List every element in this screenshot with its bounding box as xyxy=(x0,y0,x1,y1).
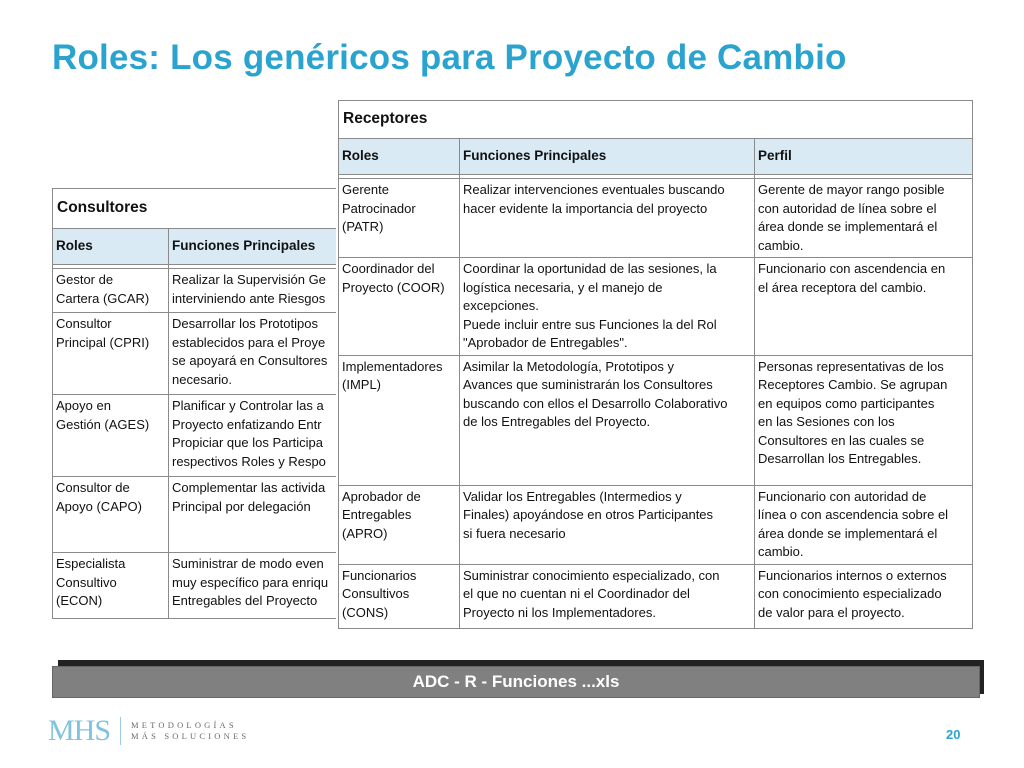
table-row xyxy=(339,485,973,564)
role-cell: Gestor de Cartera (GCAR) xyxy=(53,269,169,313)
function-cell: Suministrar conocimiento especializado, con el que no cuentan ni el Coordinador del Proyecto ni los Implementadores. xyxy=(460,564,755,628)
profile-cell: Funcionario con ascendencia en el área receptora del cambio. xyxy=(755,258,973,356)
role-cell: Consultor Principal (CPRI) xyxy=(53,313,169,395)
profile-cell: Personas representativas de los Receptores Cambio. Se agrupan en equipos como participantes en las Sesiones con los Consultores en las cuales se Desarrollan los Entregables. xyxy=(755,355,973,485)
receptores-header-roles: Roles xyxy=(339,139,460,175)
function-cell: Realizar la Supervisión Ge interviniendo ante Riesgos xyxy=(169,269,345,313)
logo-divider xyxy=(120,717,121,745)
profile-cell: Funcionarios internos o externos con conocimiento especializado de valor para el proyecto. xyxy=(755,564,973,628)
table-row xyxy=(339,564,973,628)
role-cell: Consultor de Apoyo (CAPO) xyxy=(53,477,169,553)
profile-cell: Funcionario con autoridad de línea o con ascendencia sobre el área donde se implementará el cambio. xyxy=(755,485,973,564)
consultores-section-title: Consultores xyxy=(53,189,345,229)
function-cell: Planificar y Controlar las a Proyecto enfatizando Entr Propiciar que los Participa respectivos Roles y Respo xyxy=(169,395,345,477)
role-cell: Gerente Patrocinador (PATR) xyxy=(339,179,460,258)
receptores-section-title: Receptores xyxy=(339,101,973,139)
footer-file-bar: ADC - R - Funciones ...xls xyxy=(52,666,980,698)
role-cell: Especialista Consultivo (ECON) xyxy=(53,553,169,619)
consultores-header-funciones: Funciones Principales xyxy=(169,229,345,265)
function-cell: Asimilar la Metodología, Prototipos y Avances que suministrarán los Consultores buscando con ellos el Desarrollo Colaborativo de los Entregables del Proyecto. xyxy=(460,355,755,485)
company-logo xyxy=(48,714,249,748)
table-row xyxy=(339,179,973,258)
table-row xyxy=(53,553,345,619)
consultores-table xyxy=(52,188,344,619)
function-cell: Coordinar la oportunidad de las sesiones, la logística necesaria, y el manejo de excepciones. Puede incluir entre sus Funciones la del Rol "Aprobador de Entregables". xyxy=(460,258,755,356)
page-title: Roles: Los genéricos para Proyecto de Cambio xyxy=(52,38,847,77)
table-row xyxy=(339,258,973,356)
table-row xyxy=(339,355,973,485)
table-row xyxy=(53,477,345,553)
function-cell: Realizar intervenciones eventuales buscando hacer evidente la importancia del proyecto xyxy=(460,179,755,258)
logo-words xyxy=(131,720,249,742)
receptores-header-perfil: Perfil xyxy=(755,139,973,175)
receptores-table xyxy=(338,100,973,629)
table-row xyxy=(53,269,345,313)
role-cell: Apoyo en Gestión (AGES) xyxy=(53,395,169,477)
logo-line-2: MÁS SOLUCIONES xyxy=(131,731,250,741)
receptores-header-funciones: Funciones Principales xyxy=(460,139,755,175)
consultores-table-container xyxy=(52,188,344,620)
function-cell: Complementar las activida Principal por delegación xyxy=(169,477,345,553)
role-cell: Aprobador de Entregables (APRO) xyxy=(339,485,460,564)
role-cell: Funcionarios Consultivos (CONS) xyxy=(339,564,460,628)
profile-cell: Gerente de mayor rango posible con autoridad de línea sobre el área donde se implementará el cambio. xyxy=(755,179,973,258)
table-row xyxy=(53,395,345,477)
role-cell: Implementadores (IMPL) xyxy=(339,355,460,485)
consultores-header-roles: Roles xyxy=(53,229,169,265)
function-cell: Suministrar de modo even muy específico para enriqu Entregables del Proyecto xyxy=(169,553,345,619)
page-number: 20 xyxy=(946,727,961,742)
logo-line-1: METODOLOGÍAS xyxy=(131,720,237,730)
function-cell: Desarrollar los Prototipos establecidos para el Proye se apoyará en Consultores necesario. xyxy=(169,313,345,395)
function-cell: Validar los Entregables (Intermedios y Finales) apoyándose en otros Participantes si fuera necesario xyxy=(460,485,755,564)
role-cell: Coordinador del Proyecto (COOR) xyxy=(339,258,460,356)
logo-mark: MHS xyxy=(48,714,111,747)
table-row xyxy=(53,313,345,395)
